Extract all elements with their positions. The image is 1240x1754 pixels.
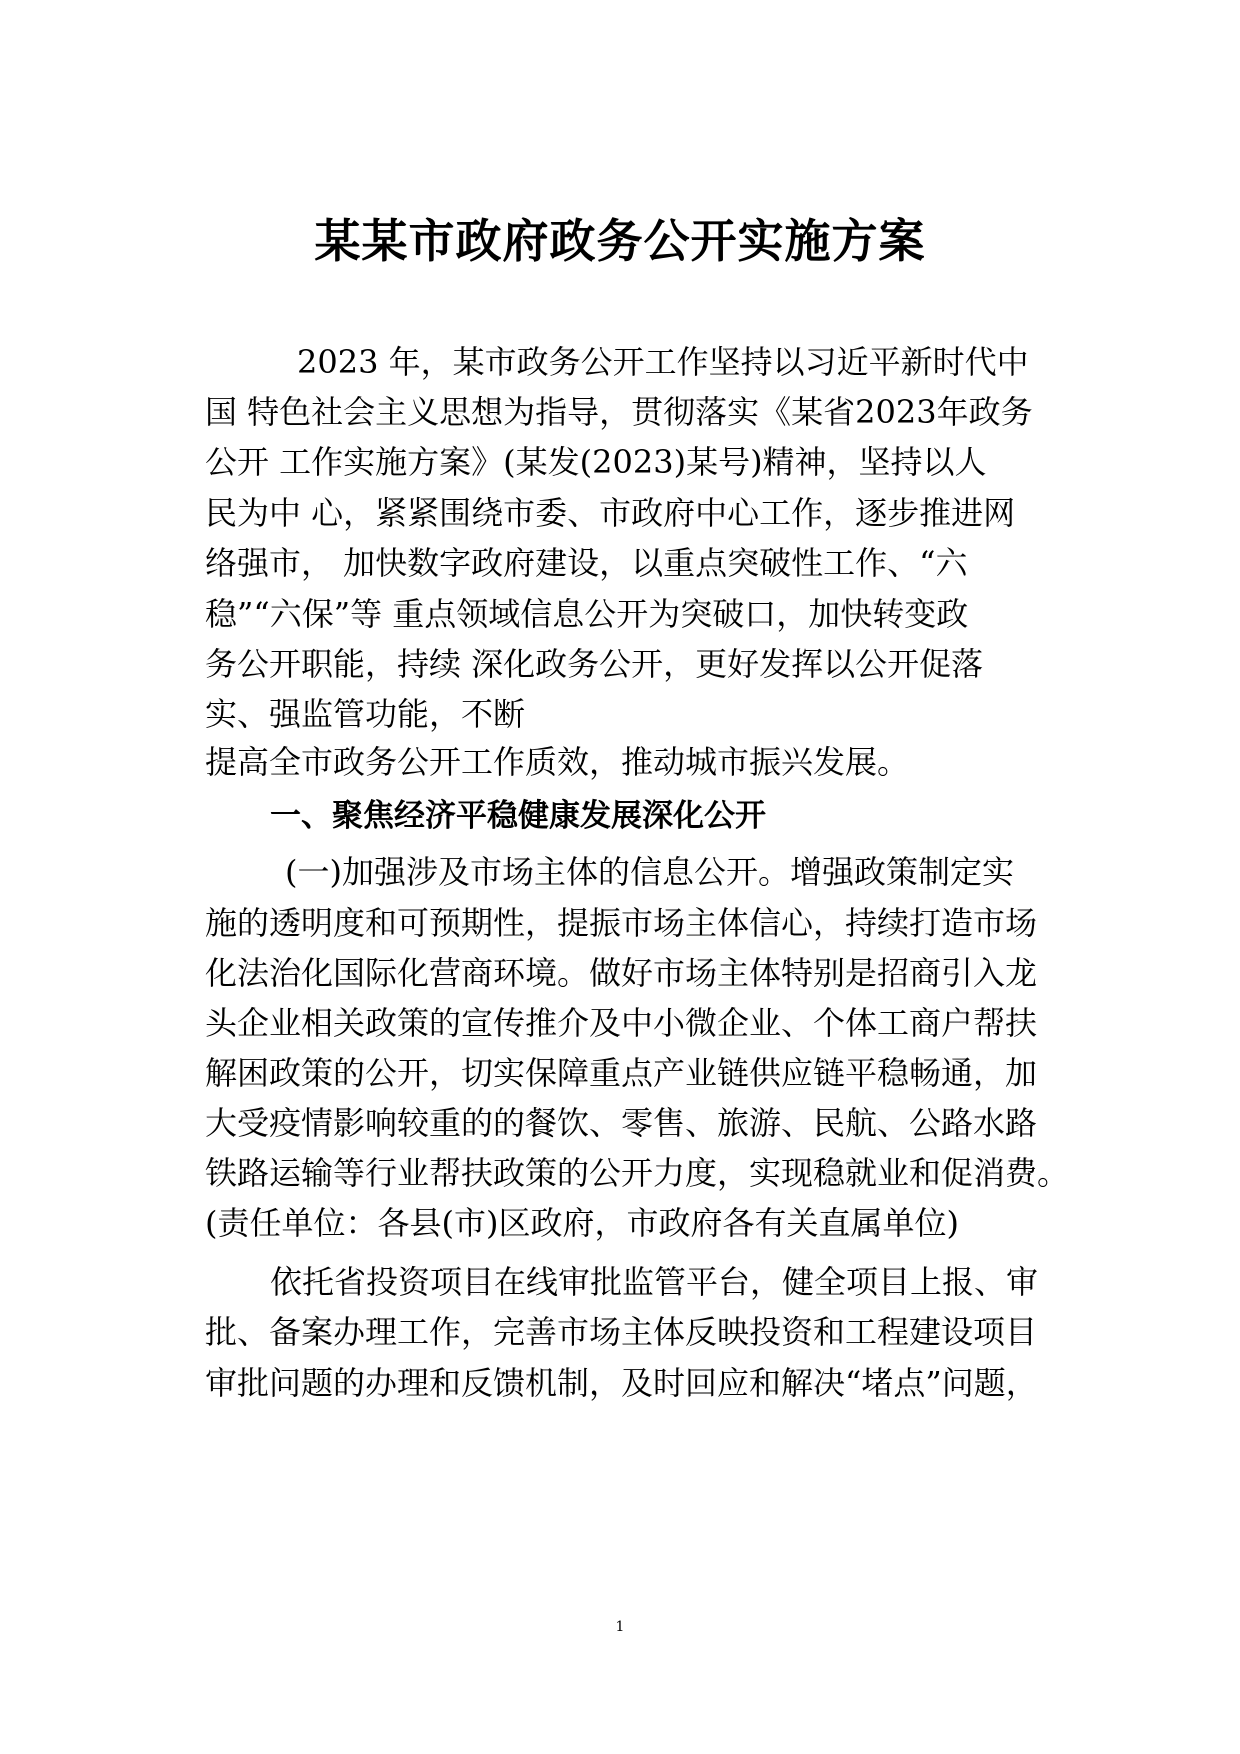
intro-line: 2023 年，某市政务公开工作坚持以习近平新时代中 [297, 343, 1029, 381]
document-title: 某某市政府政务公开实施方案 [314, 214, 926, 268]
intro-line: 提高全市政务公开工作质效，推动城市振兴发展。 [205, 743, 910, 781]
section-heading: 一、聚焦经济平稳健康发展深化公开 [270, 798, 766, 834]
section1-line: 解困政策的公开，切实保障重点产业链供应链平稳畅通，加 [205, 1054, 1038, 1092]
section1-line: 铁路运输等行业帮扶政策的公开力度，实现稳就业和促消费。 [205, 1154, 1070, 1192]
paragraph-line: 批、备案办理工作，完善市场主体反映投资和工程建设项目 [205, 1313, 1038, 1351]
section1-line: 头企业相关政策的宣传推介及中小微企业、个体工商户帮扶 [205, 1004, 1038, 1042]
paragraph-line: 审批问题的办理和反馈机制，及时回应和解决“堵点”问题， [205, 1364, 1038, 1402]
intro-line: 国 特色社会主义思想为指导，贯彻落实《某省2023年政务 [205, 393, 1033, 431]
page-number: 1 [615, 1619, 625, 1635]
section1-line: 大受疫情影响较重的的餐饮、零售、旅游、民航、公路水路 [205, 1104, 1038, 1142]
intro-line: 稳”“六保”等 重点领域信息公开为突破口，加快转变政 [205, 595, 969, 633]
intro-line: 络强市， 加快数字政府建设，以重点突破性工作、“六 [205, 544, 968, 582]
intro-line: 务公开职能，持续 深化政务公开，更好发挥以公开促落 [205, 645, 984, 683]
intro-line: 实、强监管功能，不断 [205, 695, 526, 733]
section1-line: 化法治化国际化营商环境。做好市场主体特别是招商引入龙 [205, 954, 1038, 992]
section1-line: 施的透明度和可预期性，提振市场主体信心，持续打造市场 [205, 904, 1038, 942]
section1-line: (一)加强涉及市场主体的信息公开。增强政策制定实 [285, 853, 1014, 891]
intro-line: 公开 工作实施方案》(某发(2023)某号)精神，坚持以人 [205, 443, 987, 481]
paragraph-line: 依托省投资项目在线审批监管平台，健全项目上报、审 [270, 1263, 1039, 1301]
intro-line: 民为中 心，紧紧围绕市委、市政府中心工作，逐步推进网 [205, 494, 1016, 532]
section1-line: (责任单位：各县(市)区政府，市政府各有关直属单位) [205, 1204, 959, 1242]
